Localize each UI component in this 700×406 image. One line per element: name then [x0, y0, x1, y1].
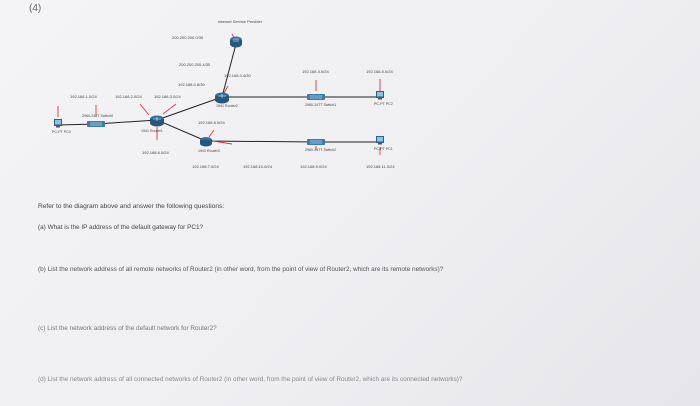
label-switch-left: 2960-24TT Switch0: [82, 114, 114, 118]
question-d: (d) List the network address of all connected networks of Router2 (in other word, from the point of view of Router2, which are its connected networks)?: [38, 376, 463, 383]
router2-icon: [215, 93, 229, 104]
question-a: (a) What is the IP address of the default gateway for PC1?: [38, 224, 204, 231]
label-switch-bottom: 2960-24TT Switch2: [305, 148, 337, 152]
link-router1-router2: [157, 97, 222, 120]
question-c: (c) List the network address of the default network for Router2?: [38, 325, 217, 332]
pc0-icon: [54, 119, 62, 128]
label-r1-bottom-mid: 192.168.7.0/24: [192, 164, 219, 169]
question-b: (b) List the network address of all remote networks of Router2 (in other word, from the point of view of Router2, which are its remote networks)?: [38, 266, 444, 273]
label-r1-lan-left: 192.168.1.0/24: [70, 94, 97, 99]
link-switch0-router1: [96, 120, 157, 124]
arrow-router3: [209, 130, 214, 137]
label-r2-r3-link-alt: 192.168.0.8/30: [178, 82, 205, 87]
label-r1-r2-link: 200.200.200.4/30: [179, 62, 211, 67]
router3-icon: [200, 137, 212, 147]
label-r1-lan-right: 192.168.3.0/24: [154, 94, 181, 99]
link-isp-router2: [222, 44, 236, 97]
label-router3: 1941 Router3: [198, 149, 220, 153]
label-r3-lan-top: 192.168.4.0/24: [302, 69, 329, 74]
network-diagram: [0, 0, 700, 200]
label-switch-right: 2960-24TT Switch1: [305, 103, 337, 107]
label-r3-bottom: 192.168.10.0/24: [243, 164, 272, 169]
arrow-router1-right: [163, 104, 176, 114]
label-pc0: PC-PT PC0: [52, 130, 71, 134]
switch-right-icon: [307, 94, 325, 100]
label-isp: Internet Service Provider: [218, 19, 263, 24]
switch-bottom-icon: [307, 139, 325, 145]
switch-left-icon: [87, 121, 105, 127]
label-r3-lan-right: 192.168.5.0/24: [366, 69, 393, 74]
pc1-icon: [376, 136, 384, 145]
label-r1-lan-left2: 192.168.2.0/24: [115, 94, 142, 99]
label-isp-link: 200.200.200.0/30: [172, 35, 204, 40]
label-pc-bottom-right: 192.168.11.0/24: [366, 164, 395, 169]
label-router2: 1941 Router2: [216, 104, 238, 108]
question-number: (4): [29, 3, 42, 14]
label-pc2: PC-PT PC2: [374, 102, 393, 106]
arrow-router1-left: [140, 104, 149, 115]
label-r1-down: 192.168.8.0/24: [198, 120, 225, 125]
isp-router-icon: [230, 37, 242, 48]
link-router3-switch2: [206, 141, 316, 142]
instructions-text: Refer to the diagram above and answer the following questions:: [38, 203, 225, 210]
router1-icon: [150, 116, 164, 127]
label-sw-bottom: 192.168.9.0/24: [300, 164, 327, 169]
label-r2-r3-link: 192.168.0.4/30: [224, 73, 251, 78]
label-r1-bottom-left: 192.168.6.0/24: [142, 150, 169, 155]
label-pc1: PC-PT PC1: [374, 147, 393, 151]
label-router1: 1941 Router1: [141, 129, 163, 133]
pc2-icon: [376, 91, 384, 100]
